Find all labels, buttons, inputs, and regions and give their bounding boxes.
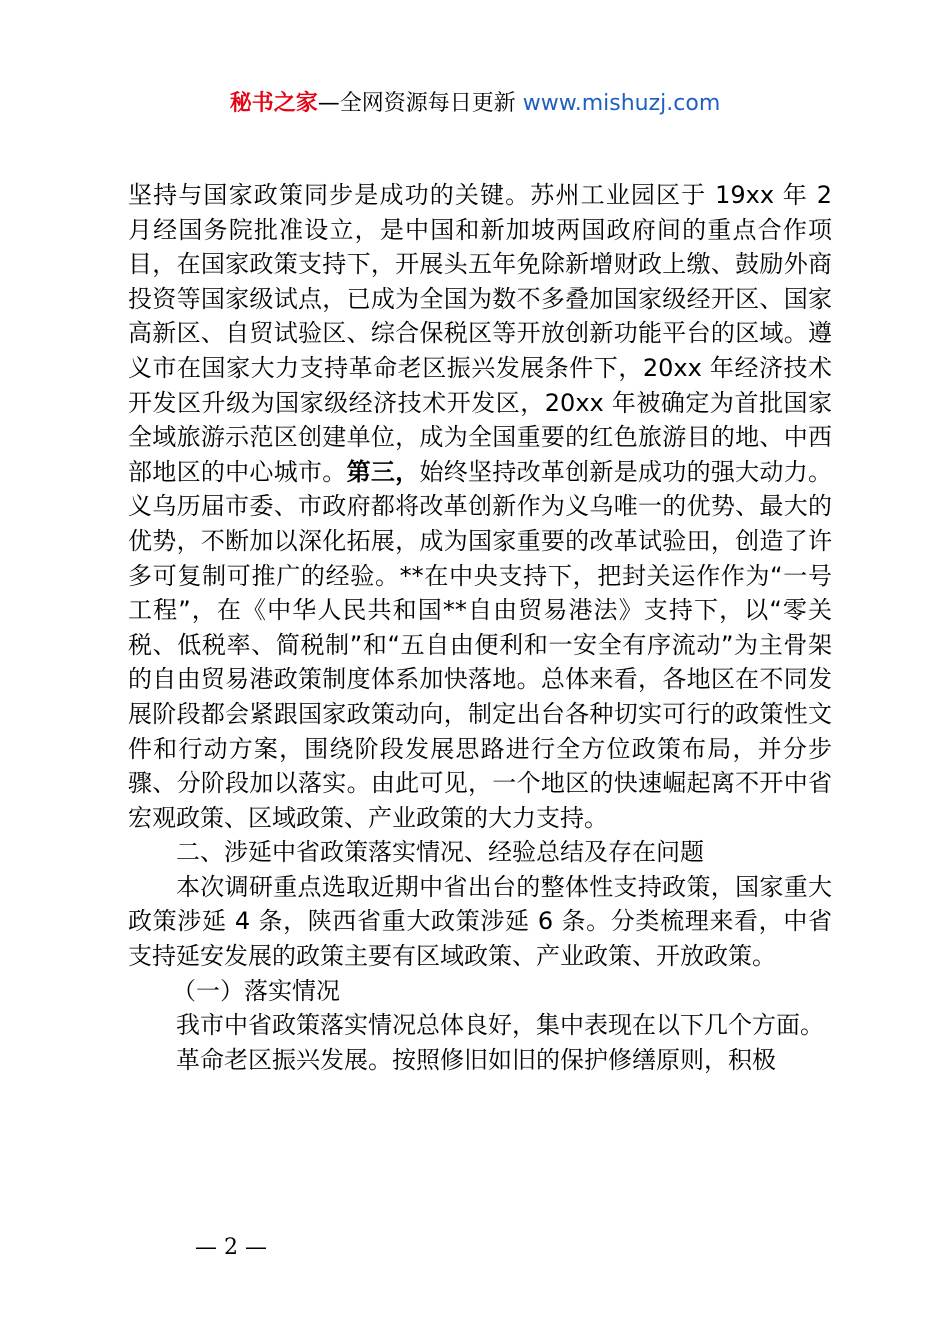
paragraph-survey: 本次调研重点选取近期中省出台的整体性支持政策，国家重大政策涉延 4 条，陕西省重大政策涉延 6 条。分类梳理来看，中省支持延安发展的政策主要有区域政策、产业政策、开放政策。	[128, 872, 832, 971]
paragraph-text: 始终坚持改革创新是成功的强大动力。义乌历届市委、市政府都将改革创新作为义乌唯一的优势、最大的优势，不断加以深化拓展，成为国家重要的改革试验田，创造了许多可复制可推广的经验。**在中央支持下，把封关运作作为“一号工程”，在《中华人民共和国**自由贸易港法》支持下，以“零关税、低税率、简税制”和“五自由便利和一安全有序流动”为主骨架的自由贸易港政策制度体系加快落地。总体来看，各地区在不同发展阶段都会紧跟国家政策动向，制定出台各种切实可行的政策性文件和行动方案，围绕阶段发展思路进行全方位政策布局，并分步骤、分阶段加以落实。由此可见，一个地区的快速崛起离不开中省宏观政策、区域政策、产业政策的大力支持。	[128, 457, 833, 832]
page-number: — 2 —	[195, 1235, 267, 1260]
subsection-heading: （一）落实情况	[172, 976, 340, 1005]
paragraph-implementation: 我市中省政策落实情况总体良好，集中表现在以下几个方面。	[176, 1011, 824, 1040]
paragraph-policy-sync	[128, 178, 832, 835]
document-body	[128, 178, 832, 1077]
site-header	[0, 88, 950, 120]
bold-point-third: 第三，	[346, 457, 420, 486]
site-url-link[interactable]: www.mishuzj.com	[522, 91, 721, 116]
site-slogan: —全网资源每日更新	[317, 91, 516, 116]
paragraph-text: 坚持与国家政策同步是成功的关键。苏州工业园区于 19xx 年 2 月经国务院批准设立，是中国和新加坡两国政府间的重点合作项目，在国家政策支持下，开展头五年免除新增财政上缴、鼓励外商投资等国家级试点，已成为全国为数不多叠加国家级经开区、国家高新区、自贸试验区、综合保税区等开放创新功能平台的区域。遵义市在国家大力支持革命老区振兴发展条件下，20xx 年经济技术开发区升级为国家级经济技术开发区，20xx 年被确定为首批国家全域旅游示范区创建单位，成为全国重要的红色旅游目的地、中西部地区的中心城市。	[128, 181, 832, 486]
site-brand: 秘书之家	[229, 91, 318, 116]
section-heading: 二、涉延中省政策落实情况、经验总结及存在问题	[176, 838, 704, 867]
paragraph-old-revolutionary-area: 革命老区振兴发展。按照修旧如旧的保护修缮原则，积极	[176, 1045, 776, 1074]
